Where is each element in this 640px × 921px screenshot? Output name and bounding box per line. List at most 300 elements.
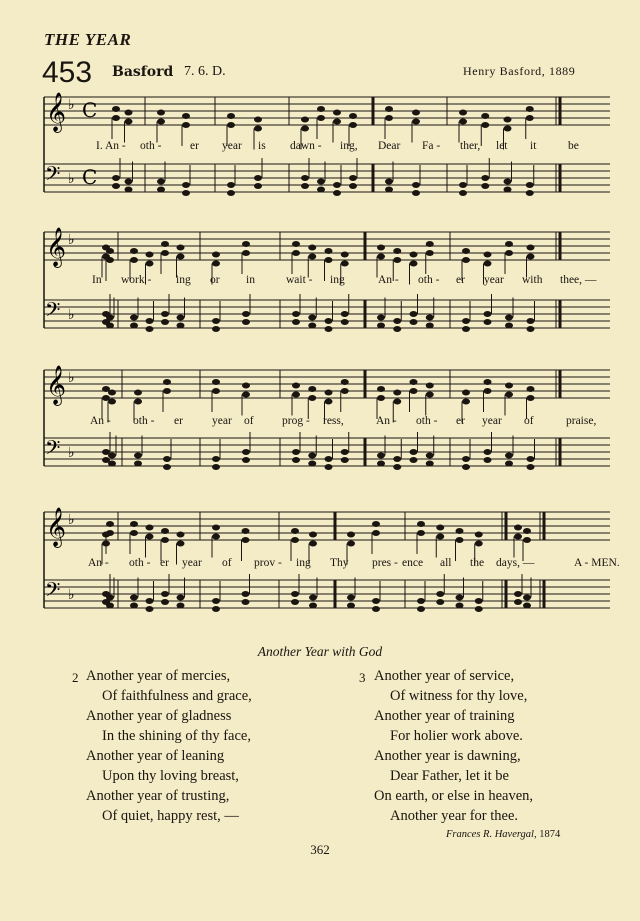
note-head xyxy=(177,532,185,538)
note-head xyxy=(436,591,444,597)
note-head xyxy=(341,252,349,258)
note-head xyxy=(146,326,154,332)
note-head xyxy=(505,383,513,389)
note-head xyxy=(242,383,250,389)
note-head xyxy=(325,399,333,405)
note-head xyxy=(341,319,349,325)
note-head xyxy=(309,595,317,601)
stanza-line: In the shining of thy face, xyxy=(102,728,251,744)
note-head xyxy=(161,250,169,256)
note-head xyxy=(462,257,470,263)
lyric-syllable: prov - xyxy=(254,557,282,569)
lyric-syllable: ing xyxy=(296,557,311,569)
note-head xyxy=(108,461,116,467)
treble-clef-icon: 𝄞 xyxy=(46,92,67,132)
note-head xyxy=(426,461,434,467)
note-head xyxy=(212,252,220,258)
note-head xyxy=(393,326,401,332)
note-head xyxy=(462,318,470,324)
note-head xyxy=(484,319,492,325)
note-head xyxy=(242,319,250,325)
lyric-syllable: with xyxy=(522,274,543,286)
note-head xyxy=(130,603,138,609)
note-head xyxy=(481,175,489,181)
note-head xyxy=(130,595,138,601)
note-head xyxy=(456,595,464,601)
note-head xyxy=(410,252,418,258)
note-head xyxy=(385,179,393,185)
note-head xyxy=(484,311,492,317)
note-head xyxy=(514,534,522,540)
note-head xyxy=(393,318,401,324)
note-head xyxy=(459,110,467,116)
note-head xyxy=(481,122,489,128)
note-head xyxy=(242,528,250,534)
note-head xyxy=(242,599,250,605)
lyric-syllable: all xyxy=(440,557,452,569)
note-head xyxy=(291,537,299,543)
note-head xyxy=(349,122,357,128)
author-year: 1874 xyxy=(539,829,561,840)
note-head xyxy=(130,248,138,254)
stanza-line: On earth, or else in heaven, xyxy=(374,788,534,804)
note-head xyxy=(212,606,220,612)
lyric-syllable: the xyxy=(470,557,485,569)
note-head xyxy=(308,245,316,251)
note-head xyxy=(527,318,535,324)
note-head xyxy=(146,606,154,612)
note-head xyxy=(462,464,470,470)
note-head xyxy=(292,383,300,389)
note-head xyxy=(456,603,464,609)
note-head xyxy=(301,183,309,189)
note-head xyxy=(410,457,418,463)
note-head xyxy=(212,598,220,604)
note-head xyxy=(385,106,393,112)
note-head xyxy=(242,537,250,543)
lyric-syllable: In xyxy=(92,274,102,286)
flat-icon: ♭ xyxy=(68,171,75,187)
note-head xyxy=(504,117,512,123)
note-head xyxy=(291,591,299,597)
lyric-syllable: Thy xyxy=(330,557,349,569)
note-head xyxy=(436,525,444,531)
flat-icon: ♭ xyxy=(68,445,75,461)
note-head xyxy=(130,521,138,527)
note-head xyxy=(484,388,492,394)
lyric-syllable: of xyxy=(222,557,232,569)
lyric-syllable: year xyxy=(212,415,232,427)
note-head xyxy=(325,390,333,396)
note-head xyxy=(523,595,531,601)
note-head xyxy=(106,315,114,321)
page-number: 362 xyxy=(310,842,330,857)
lyric-syllable: er xyxy=(160,557,169,569)
note-head xyxy=(182,182,190,188)
note-head xyxy=(484,379,492,385)
note-head xyxy=(527,386,535,392)
note-head xyxy=(130,323,138,329)
note-head xyxy=(505,453,513,459)
note-head xyxy=(462,390,470,396)
note-head xyxy=(125,110,133,116)
bass-clef-icon: 𝄢 xyxy=(45,162,61,190)
note-head xyxy=(475,606,483,612)
note-head xyxy=(134,399,142,405)
note-head xyxy=(308,323,316,329)
lyric-syllable: ress, xyxy=(323,415,344,427)
lyric-syllable: it xyxy=(530,140,537,152)
note-head xyxy=(112,115,120,121)
note-head xyxy=(309,603,317,609)
note-head xyxy=(242,449,250,455)
note-head xyxy=(163,379,171,385)
note-head xyxy=(410,319,418,325)
note-head xyxy=(475,532,483,538)
note-head xyxy=(212,318,220,324)
stanza-line: Of witness for thy love, xyxy=(390,688,528,704)
note-head xyxy=(459,119,467,125)
note-head xyxy=(212,456,220,462)
note-head xyxy=(130,257,138,263)
note-head xyxy=(377,315,385,321)
note-head xyxy=(341,311,349,317)
note-head xyxy=(301,126,309,132)
text-title: Another Year with God xyxy=(257,644,383,659)
stanza-line: Another year of service, xyxy=(374,668,515,684)
note-head xyxy=(484,449,492,455)
note-head xyxy=(426,323,434,329)
note-head xyxy=(308,461,316,467)
note-head xyxy=(130,315,138,321)
note-head xyxy=(377,245,385,251)
note-head xyxy=(301,117,309,123)
note-head xyxy=(412,190,420,196)
note-head xyxy=(505,461,513,467)
lyric-syllable: year xyxy=(482,415,502,427)
note-head xyxy=(526,182,534,188)
author-credit xyxy=(446,829,560,840)
note-head xyxy=(308,386,316,392)
note-head xyxy=(106,530,114,536)
note-head xyxy=(393,399,401,405)
note-head xyxy=(177,541,185,547)
lyric-syllable: oth - xyxy=(416,415,438,427)
note-head xyxy=(212,379,220,385)
note-head xyxy=(504,179,512,185)
note-head xyxy=(325,456,333,462)
note-head xyxy=(212,464,220,470)
note-head xyxy=(325,464,333,470)
note-head xyxy=(377,386,385,392)
note-head xyxy=(349,113,357,119)
note-head xyxy=(484,261,492,267)
note-head xyxy=(349,175,357,181)
lyric-syllable: days, — xyxy=(496,557,535,569)
note-head xyxy=(417,521,425,527)
note-head xyxy=(527,245,535,251)
note-head xyxy=(227,190,235,196)
note-head xyxy=(426,453,434,459)
note-head xyxy=(410,449,418,455)
lyric-syllable: of xyxy=(244,415,254,427)
note-head xyxy=(377,254,385,260)
note-head xyxy=(341,261,349,267)
note-head xyxy=(426,383,434,389)
stanza-line: Upon thy loving breast, xyxy=(102,768,239,784)
note-head xyxy=(514,591,522,597)
note-head xyxy=(146,261,154,267)
lyric-syllable: of xyxy=(524,415,534,427)
note-head xyxy=(177,245,185,251)
note-head xyxy=(325,248,333,254)
lyric-syllable: praise, xyxy=(566,415,597,427)
common-time-icon: C xyxy=(82,165,98,189)
note-head xyxy=(182,122,190,128)
note-head xyxy=(227,122,235,128)
note-head xyxy=(523,537,531,543)
running-head: THE YEAR xyxy=(44,30,132,49)
treble-clef-icon: 𝄞 xyxy=(46,227,67,267)
note-head xyxy=(325,257,333,263)
note-head xyxy=(412,182,420,188)
lyric-syllable: ence xyxy=(402,557,424,569)
bass-clef-icon: 𝄢 xyxy=(45,436,61,464)
note-head xyxy=(410,388,418,394)
note-head xyxy=(459,182,467,188)
note-head xyxy=(108,390,116,396)
note-head xyxy=(523,603,531,609)
lyric-syllable: ing, xyxy=(340,140,358,152)
note-head xyxy=(163,464,171,470)
note-head xyxy=(347,532,355,538)
note-head xyxy=(505,250,513,256)
note-head xyxy=(182,113,190,119)
note-head xyxy=(475,598,483,604)
note-head xyxy=(161,537,169,543)
note-head xyxy=(308,254,316,260)
note-head xyxy=(146,252,154,258)
note-head xyxy=(157,119,165,125)
lyric-syllable: oth - xyxy=(418,274,440,286)
note-head xyxy=(527,326,535,332)
note-head xyxy=(291,599,299,605)
stanza-line: Another year of leaning xyxy=(86,748,225,764)
note-head xyxy=(108,399,116,405)
note-head xyxy=(161,591,169,597)
note-head xyxy=(292,392,300,398)
note-head xyxy=(527,395,535,401)
note-head xyxy=(462,248,470,254)
note-head xyxy=(254,175,262,181)
note-head xyxy=(254,117,262,123)
hymn-number: 453 xyxy=(42,56,93,89)
stanza-line: Another year of training xyxy=(374,708,515,724)
note-head xyxy=(393,257,401,263)
note-head xyxy=(436,534,444,540)
note-head xyxy=(527,254,535,260)
note-head xyxy=(163,388,171,394)
note-head xyxy=(456,528,464,534)
note-head xyxy=(308,453,316,459)
flat-icon: ♭ xyxy=(68,97,75,113)
lyric-syllable: year xyxy=(222,140,242,152)
note-head xyxy=(526,115,534,121)
note-head xyxy=(505,315,513,321)
lyric-syllable: Dear xyxy=(378,140,401,152)
note-head xyxy=(462,456,470,462)
note-head xyxy=(377,395,385,401)
note-head xyxy=(309,541,317,547)
note-head xyxy=(177,595,185,601)
note-head xyxy=(505,323,513,329)
note-head xyxy=(292,457,300,463)
note-head xyxy=(146,534,154,540)
note-head xyxy=(514,525,522,531)
note-head xyxy=(242,241,250,247)
note-head xyxy=(417,530,425,536)
note-head xyxy=(161,241,169,247)
lyric-syllable: er xyxy=(174,415,183,427)
note-head xyxy=(347,595,355,601)
note-head xyxy=(372,598,380,604)
note-head xyxy=(212,261,220,267)
note-head xyxy=(112,106,120,112)
note-head xyxy=(514,599,522,605)
treble-clef-icon: 𝄞 xyxy=(46,365,67,405)
lyric-syllable: oth - xyxy=(129,557,151,569)
lyric-syllable: in xyxy=(246,274,255,286)
note-head xyxy=(292,311,300,317)
note-head xyxy=(504,187,512,193)
note-head xyxy=(481,113,489,119)
lyric-syllable: be xyxy=(568,140,579,152)
note-head xyxy=(333,190,341,196)
note-head xyxy=(242,591,250,597)
note-head xyxy=(242,457,250,463)
note-head xyxy=(177,323,185,329)
lyric-syllable: work - xyxy=(121,274,152,286)
note-head xyxy=(112,183,120,189)
note-head xyxy=(292,250,300,256)
note-head xyxy=(347,603,355,609)
stanza-number: 3 xyxy=(359,670,366,685)
flat-icon: ♭ xyxy=(68,232,75,248)
note-head xyxy=(227,182,235,188)
lyric-syllable: oth - xyxy=(140,140,162,152)
note-head xyxy=(161,528,169,534)
note-head xyxy=(163,456,171,462)
note-head xyxy=(125,187,133,193)
lyric-syllable: An - xyxy=(88,557,109,569)
note-head xyxy=(341,388,349,394)
note-head xyxy=(417,606,425,612)
note-head xyxy=(161,311,169,317)
note-head xyxy=(484,252,492,258)
flat-icon: ♭ xyxy=(68,370,75,386)
note-head xyxy=(108,453,116,459)
note-head xyxy=(130,530,138,536)
lyric-syllable: thee, — xyxy=(560,274,597,286)
note-head xyxy=(333,110,341,116)
note-head xyxy=(505,241,513,247)
note-head xyxy=(527,456,535,462)
note-head xyxy=(393,456,401,462)
lyric-syllable: ing xyxy=(176,274,191,286)
note-head xyxy=(412,119,420,125)
note-head xyxy=(347,541,355,547)
note-head xyxy=(292,319,300,325)
lyric-syllable: I. An - xyxy=(96,140,126,152)
note-head xyxy=(377,453,385,459)
note-head xyxy=(177,254,185,260)
note-head xyxy=(504,126,512,132)
note-head xyxy=(417,598,425,604)
note-head xyxy=(157,179,165,185)
note-head xyxy=(505,392,513,398)
lyric-syllable: er xyxy=(456,415,465,427)
note-head xyxy=(385,115,393,121)
note-head xyxy=(462,399,470,405)
note-head xyxy=(317,187,325,193)
note-head xyxy=(436,599,444,605)
note-head xyxy=(462,326,470,332)
note-head xyxy=(333,119,341,125)
note-head xyxy=(377,461,385,467)
lyric-syllable: let xyxy=(496,140,508,152)
stanza-line: Of quiet, happy rest, — xyxy=(102,808,239,824)
note-head xyxy=(372,530,380,536)
note-head xyxy=(146,318,154,324)
lyric-syllable: er xyxy=(456,274,465,286)
tune-name: Basford xyxy=(112,64,174,80)
note-head xyxy=(308,315,316,321)
lyric-syllable: Fa - xyxy=(422,140,441,152)
note-head xyxy=(106,257,114,263)
bass-clef-icon: 𝄢 xyxy=(45,298,61,326)
note-head xyxy=(254,126,262,132)
lyric-syllable: oth - xyxy=(133,415,155,427)
lyric-syllable: year xyxy=(182,557,202,569)
stanza-line: Another year of mercies, xyxy=(86,668,231,684)
note-head xyxy=(301,175,309,181)
note-head xyxy=(146,525,154,531)
lyric-syllable: ther, xyxy=(460,140,481,152)
stanza-number: 2 xyxy=(72,670,79,685)
note-head xyxy=(526,106,534,112)
stanza-line: Another year of gladness xyxy=(86,708,232,724)
note-head xyxy=(410,311,418,317)
stanza-line: Another year of trusting, xyxy=(86,788,230,804)
note-head xyxy=(410,261,418,267)
note-head xyxy=(182,190,190,196)
note-head xyxy=(412,110,420,116)
note-head xyxy=(308,395,316,401)
note-head xyxy=(254,183,262,189)
lyric-syllable: or xyxy=(210,274,220,286)
note-head xyxy=(459,190,467,196)
flat-icon: ♭ xyxy=(68,512,75,528)
note-head xyxy=(112,175,120,181)
note-head xyxy=(212,525,220,531)
note-head xyxy=(161,319,169,325)
note-head xyxy=(341,379,349,385)
lyric-syllable: pres - xyxy=(372,557,398,569)
note-head xyxy=(157,187,165,193)
note-head xyxy=(125,119,133,125)
note-head xyxy=(426,315,434,321)
note-head xyxy=(317,179,325,185)
